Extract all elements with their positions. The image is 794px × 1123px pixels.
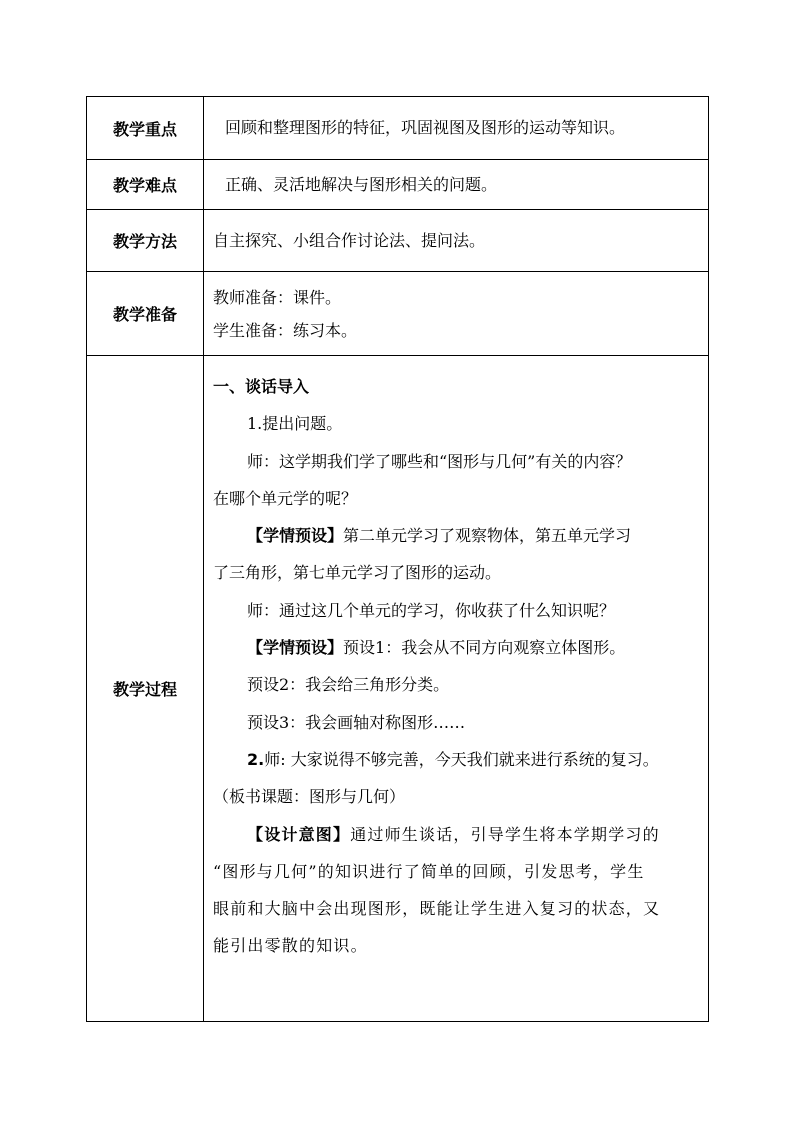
preset-1-line-1 xyxy=(213,517,708,554)
label-difficulties: 教学难点 xyxy=(87,160,204,210)
preset-tag-2: 【学情预设】 xyxy=(247,638,344,658)
board-note: （板书课题：图形与几何） xyxy=(213,787,406,807)
preset-1-line-2: 了三角形，第七单元学习了图形的运动。 xyxy=(213,563,502,583)
preset-tag-1: 【学情预设】 xyxy=(247,526,344,546)
content-process xyxy=(204,356,709,1022)
design-line-2: “图形与几何”的知识进行了简单的回顾，引发思考，学生 xyxy=(213,861,645,881)
question-2: 师：通过这几个单元的学习，你收获了什么知识呢？ xyxy=(247,600,616,620)
question-1-line-1: 师：这学期我们学了哪些和“图形与几何”有关的内容？ xyxy=(247,451,632,471)
design-line-4: 能引出零散的知识。 xyxy=(213,936,368,956)
label-process: 教学过程 xyxy=(87,356,204,1022)
content-preparation xyxy=(204,272,709,356)
lesson-plan-table xyxy=(86,96,709,1022)
design-text-1: 通过师生谈话，引导学生将本学期学习的 xyxy=(350,824,660,844)
label-preparation: 教学准备 xyxy=(87,272,204,356)
design-line-1 xyxy=(213,816,708,853)
step-1: 1.提出问题。 xyxy=(247,414,343,434)
step-2-line xyxy=(213,741,708,778)
key-points-text: 回顾和整理图形的特征，巩固视图及图形的运动等知识。 xyxy=(225,118,626,137)
content-key-points xyxy=(204,97,709,160)
content-methods: 自主探究、小组合作讨论法、提问法。 xyxy=(204,210,709,272)
design-line-3: 眼前和大脑中会出现图形，既能让学生进入复习的状态，又 xyxy=(213,899,661,919)
label-key-points: 教学重点 xyxy=(87,97,204,160)
step-2-number: 2. xyxy=(247,749,265,769)
row-preparation xyxy=(87,272,709,356)
difficulties-text: 正确、灵活地解决与图形相关的问题。 xyxy=(225,174,498,194)
preset-2-line xyxy=(213,629,708,666)
row-process xyxy=(87,356,709,1022)
question-1-line-2: 在哪个单元学的呢？ xyxy=(213,488,358,508)
row-difficulties xyxy=(87,160,709,210)
preset-1-text: 第二单元学习了观察物体，第五单元学习 xyxy=(343,526,632,546)
row-methods xyxy=(87,210,709,272)
teacher-prep: 教师准备：课件。 xyxy=(213,287,342,307)
preset-2-text: 预设1：我会从不同方向观察立体图形。 xyxy=(343,638,626,658)
student-prep: 学生准备：练习本。 xyxy=(213,320,358,340)
content-difficulties xyxy=(204,160,709,210)
preset-2b: 预设2：我会给三角形分类。 xyxy=(247,675,450,695)
step-2-text: 师: 大家说得不够完善，今天我们就来进行系统的复习。 xyxy=(264,749,659,769)
design-tag: 【设计意图】 xyxy=(247,824,351,844)
row-key-points xyxy=(87,97,709,160)
preset-2c: 预设3：我会画轴对称图形…… xyxy=(247,712,466,732)
section-heading: 一、谈话导入 xyxy=(213,377,310,396)
label-methods: 教学方法 xyxy=(87,210,204,272)
